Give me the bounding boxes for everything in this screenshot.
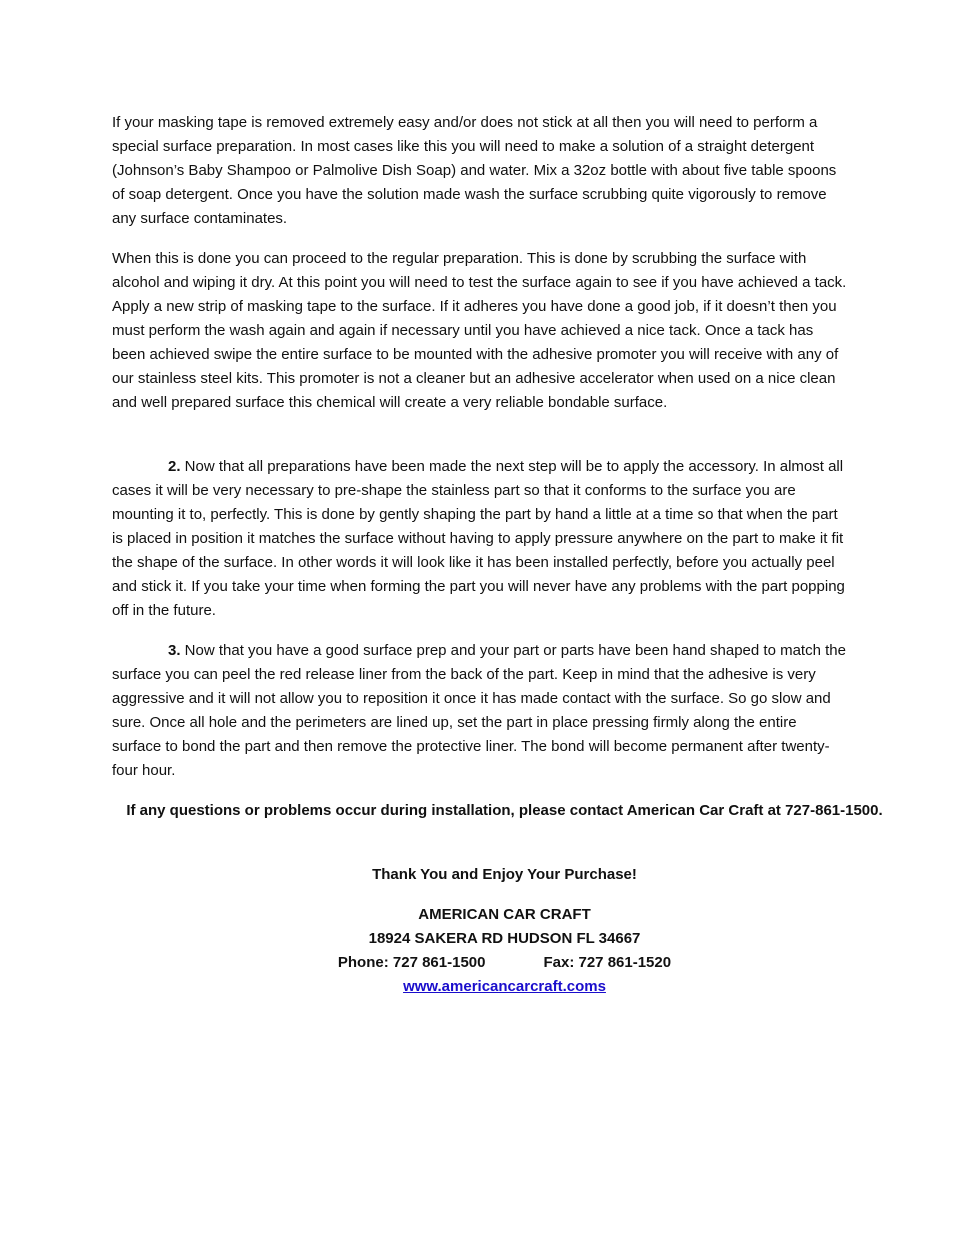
company-info	[112, 903, 897, 999]
paragraph-step-2	[112, 455, 847, 623]
step-3-text: Now that you have a good surface prep and your part or parts have been hand shaped to match the surface you can peel the red release liner from the back of the part. Keep in mind that the adhesive is very aggressive and it will not allow you to reposition it once it has made contact with the surface. So go slow and sure. Once all hole and the perimeters are lined up, set the part in place pressing firmly along the entire surface to bond the part and then remove the protective liner. The bond will become permanent after twenty-four hour.	[112, 642, 846, 779]
paragraph-regular-preparation: When this is done you can proceed to the regular preparation. This is done by scrubbing the surface with alcohol and wiping it dry. At this point you will need to test the surface again to see if you have achieved a tack. Apply a new strip of masking tape to the surface. If it adheres you have done a good job, if it doesn’t then you must perform the wash again and again if necessary until you have achieved a nice tack. Once a tack has been achieved swipe the entire surface to be mounted with the adhesive promoter you will receive with any of our stainless steel kits. This promoter is not a cleaner but an adhesive accelerator when used on a nice clean and well prepared surface this chemical will create a very reliable bondable surface.	[112, 250, 847, 411]
thank-you-line: Thank You and Enjoy Your Purchase!	[372, 866, 637, 883]
company-phone: Phone: 727 861-1500	[337, 954, 486, 971]
phone-fax-row	[112, 951, 897, 975]
website-row	[112, 975, 897, 999]
website-link[interactable]: www.americancarcraft.coms	[403, 978, 606, 995]
contact-notice: If any questions or problems occur during installation, please contact American Car Craft at 727-861-1500.	[126, 802, 883, 819]
company-address: 18924 SAKERA RD HUDSON FL 34667	[368, 930, 641, 947]
step-2-text: Now that all preparations have been made the next step will be to apply the accessory. In almost all cases it will be very necessary to pre-shape the stainless part so that it conforms to the surface you are mounting it to, perfectly. This is done by gently shaping the part by hand a little at a time so that when the part is placed in position it matches the surface without having to apply pressure anywhere on the part to make it fit the shape of the surface. In other words it will look like it has been installed perfectly, before you actually peel and stick it. If you take your time when forming the part you will never have any problems with the part popping off in the future.	[112, 458, 845, 619]
step-number-2: 2.	[168, 458, 181, 475]
paragraph-masking-tape: If your masking tape is removed extremely easy and/or does not stick at all then you will need to perform a special surface preparation. In most cases like this you will need to make a solution of a straight detergent (Johnson’s Baby Shampoo or Palmolive Dish Soap) and water. Mix a 32oz bottle with about five table spoons of soap detergent. Once you have the solution made wash the surface scrubbing quite vigorously to remove any surface contaminates.	[112, 114, 837, 227]
step-number-3: 3.	[168, 642, 181, 659]
company-name: AMERICAN CAR CRAFT	[418, 906, 591, 923]
company-fax: Fax: 727 861-1520	[543, 954, 672, 971]
paragraph-step-3	[112, 639, 847, 783]
